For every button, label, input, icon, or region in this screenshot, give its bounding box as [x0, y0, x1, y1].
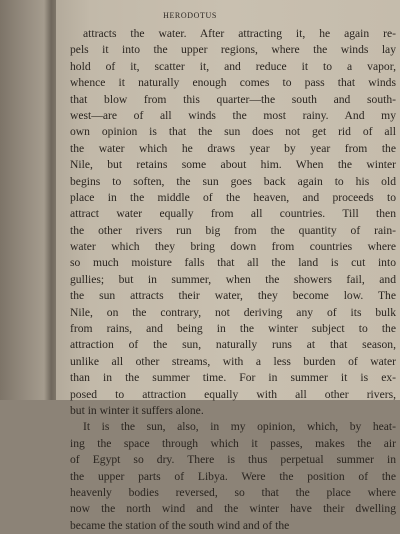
text-line: hold of it, scatter it, and reduce it to a vapor,: [70, 59, 396, 73]
text-line: ing the space through which it passes, makes the air: [70, 436, 396, 450]
text-line: of Egypt so dry. There is thus perpetual summer in: [70, 453, 396, 467]
text-line: attracts the water. After attracting it, he again re-: [83, 27, 396, 40]
text-line: unlike all other streams, with a less burden of water: [70, 354, 396, 368]
text-line: water which they bring down from countries where: [70, 240, 396, 254]
text-line: whence it naturally enough comes to pass that winds: [70, 76, 396, 90]
text-line: the sun attracts their water, they become low. The: [70, 289, 396, 303]
text-line: begins to soften, the sun goes back again to his old: [70, 174, 396, 188]
text-line: gullies; but in summer, when the showers fail, and: [70, 272, 396, 286]
text-line: the other rivers run big from the quantity of rain-: [70, 223, 396, 237]
text-line: Nile, on the contrary, not deriving any of its bulk: [70, 305, 396, 319]
text-line: heavenly bodies reversed, so that the place where: [70, 485, 396, 499]
text-line: but in winter it suffers alone.: [70, 403, 204, 417]
text-line: Nile, but retains some about him. When the winter: [70, 158, 396, 172]
text-line: from rains, and being in the winter subject to the: [70, 322, 396, 336]
left-page-edge: [0, 0, 48, 400]
text-line: It is the sun, also, in my opinion, which, by heat-: [83, 420, 396, 434]
text-line: attract water equally from all countries. Till then: [70, 207, 396, 221]
text-line: place in the middle of the heaven, and proceeds to: [70, 190, 396, 204]
text-line: so much moisture falls that all the land is cut into: [70, 256, 396, 270]
text-line: now the north wind and the winter have their dwelling: [70, 502, 396, 516]
text-line: became the station of the south wind and of the: [70, 518, 290, 532]
running-head: HERODOTUS: [163, 11, 217, 20]
text-line: attraction of the sun, naturally runs at that season,: [70, 338, 396, 352]
text-line: west—are of all winds the most rainy. And my: [70, 108, 396, 122]
text-line: that blow from this quarter—the south and south-: [70, 92, 396, 106]
text-line: the water which he draws year by year from the: [70, 141, 396, 155]
text-line: pels it into the upper regions, where the winds lay: [70, 43, 396, 57]
text-line: posed to attraction equally with all other rivers,: [70, 387, 396, 401]
text-line: the upper parts of Libya. Were the position of the: [70, 469, 396, 483]
body-text: [70, 26, 396, 534]
text-line: own opinion is that the sun does not get rid of all: [70, 125, 396, 139]
text-line: than in the summer time. For in summer it is ex-: [70, 371, 396, 385]
